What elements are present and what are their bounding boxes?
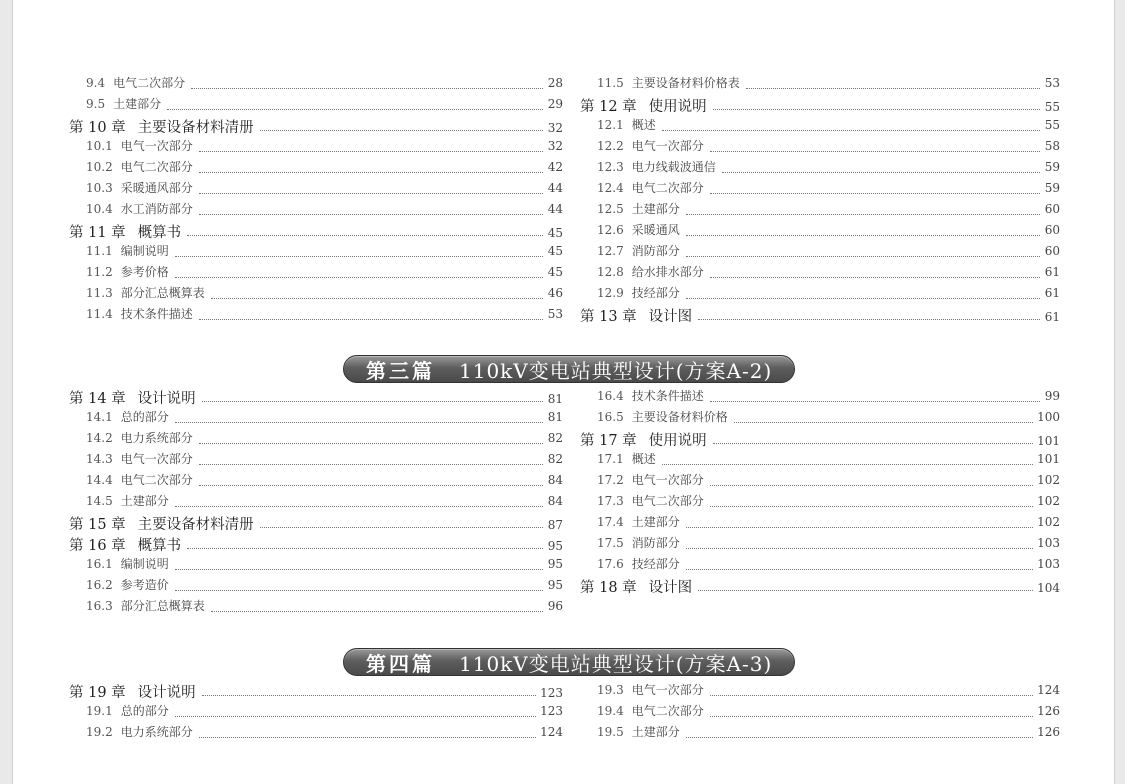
dot-leader	[722, 172, 1040, 173]
dot-leader	[710, 401, 1040, 402]
dot-leader	[686, 256, 1040, 257]
page-number: 84	[547, 473, 563, 487]
toc-section-entry[interactable]	[580, 408, 1060, 429]
page-number: 32	[547, 139, 563, 153]
entry-number: 16.1	[86, 557, 113, 571]
page-number: 104	[1037, 581, 1060, 595]
toc-section-entry[interactable]	[69, 137, 563, 158]
entry-title: 电气一次部分	[631, 139, 704, 153]
dot-leader	[199, 319, 543, 320]
entry-number: 第 11 章	[69, 225, 126, 241]
dot-leader	[746, 88, 1040, 89]
dot-leader	[199, 172, 543, 173]
entry-number: 10.4	[86, 202, 113, 216]
entry-title: 设计图	[648, 580, 693, 596]
page-number: 59	[1044, 160, 1060, 174]
dot-leader	[686, 548, 1033, 549]
dot-leader	[710, 506, 1033, 507]
dot-leader	[175, 506, 543, 507]
entry-title: 概述	[631, 118, 656, 132]
page-number: 96	[547, 599, 563, 613]
toc-chapter-entry[interactable]	[69, 534, 563, 555]
page-number: 61	[1044, 265, 1060, 279]
toc-section-entry[interactable]	[69, 200, 563, 221]
toc-section-entry[interactable]	[69, 263, 563, 284]
toc-section-entry[interactable]	[580, 263, 1060, 284]
toc-chapter-entry[interactable]	[69, 116, 563, 137]
part-title: 110kV变电站典型设计(方案A-2)	[459, 358, 773, 383]
entry-title: 设计说明	[137, 685, 196, 701]
entry-number: 第 12 章	[580, 99, 637, 115]
entry-title: 设计说明	[137, 391, 196, 407]
entry-title: 土建部分	[631, 202, 680, 216]
entry-title: 主要设备材料价格	[631, 410, 728, 424]
entry-title: 土建部分	[631, 725, 680, 739]
entry-title: 水工消防部分	[120, 202, 193, 216]
toc-column-left	[69, 387, 563, 618]
page-number: 87	[547, 518, 563, 532]
entry-title: 电力线载波通信	[631, 160, 716, 174]
page-number: 99	[1044, 389, 1060, 403]
dot-leader	[260, 527, 543, 528]
toc-section-entry[interactable]	[580, 723, 1060, 744]
entry-title: 参考价格	[120, 265, 169, 279]
toc-section-entry[interactable]	[69, 408, 563, 429]
dot-leader	[199, 214, 543, 215]
part-label: 第三篇	[366, 358, 435, 383]
entry-title: 主要设备材料清册	[137, 120, 254, 136]
entry-number: 16.4	[597, 389, 624, 403]
page-number: 58	[1044, 139, 1060, 153]
dot-leader	[175, 422, 543, 423]
page-number: 55	[1044, 100, 1060, 114]
page-number: 102	[1037, 494, 1060, 508]
toc-chapter-entry[interactable]	[69, 387, 563, 408]
dot-leader	[698, 319, 1040, 320]
toc-section-entry[interactable]	[69, 158, 563, 179]
entry-number: 19.1	[86, 704, 113, 718]
toc-section-entry[interactable]	[69, 284, 563, 305]
toc-section-entry[interactable]	[580, 137, 1060, 158]
toc-section-entry[interactable]	[69, 95, 563, 116]
entry-title: 参考造价	[120, 578, 169, 592]
entry-title: 设计图	[648, 309, 693, 325]
page-number: 123	[540, 704, 563, 718]
part-label: 第四篇	[366, 651, 435, 676]
entry-number: 第 18 章	[580, 580, 637, 596]
entry-number: 16.5	[597, 410, 624, 424]
dot-leader	[199, 443, 543, 444]
entry-number: 12.4	[597, 181, 624, 195]
dot-leader	[187, 548, 543, 549]
entry-number: 12.7	[597, 244, 624, 258]
dot-leader	[199, 485, 543, 486]
dot-leader	[662, 464, 1033, 465]
dot-leader	[191, 88, 543, 89]
toc-chapter-entry[interactable]	[69, 221, 563, 242]
page-number: 61	[1044, 286, 1060, 300]
page-number: 82	[547, 431, 563, 445]
toc-section-entry[interactable]	[69, 179, 563, 200]
entry-title: 电力系统部分	[120, 431, 193, 445]
entry-number: 第 19 章	[69, 685, 126, 701]
entry-title: 技经部分	[631, 557, 680, 571]
entry-title: 总的部分	[120, 410, 169, 424]
entry-title: 编制说明	[120, 244, 169, 258]
entry-title: 概算书	[137, 225, 182, 241]
toc-section-entry[interactable]	[69, 429, 563, 450]
entry-number: 19.5	[597, 725, 624, 739]
entry-title: 电气二次部分	[631, 704, 704, 718]
dot-leader	[710, 193, 1040, 194]
dot-leader	[175, 716, 536, 717]
entry-title: 主要设备材料清册	[137, 517, 254, 533]
entry-title: 电力系统部分	[120, 725, 193, 739]
entry-title: 电气二次部分	[631, 181, 704, 195]
dot-leader	[686, 235, 1040, 236]
dot-leader	[713, 443, 1033, 444]
dot-leader	[662, 130, 1040, 131]
entry-number: 17.3	[597, 494, 624, 508]
toc-chapter-entry[interactable]	[580, 429, 1060, 450]
entry-title: 编制说明	[120, 557, 169, 571]
part-title: 110kV变电站典型设计(方案A-3)	[459, 651, 773, 676]
entry-number: 19.2	[86, 725, 113, 739]
page-number: 81	[547, 392, 563, 406]
dot-leader	[175, 569, 543, 570]
page-number: 32	[547, 121, 563, 135]
toc-chapter-entry[interactable]	[580, 576, 1060, 597]
page-number: 124	[540, 725, 563, 739]
toc-column-right	[580, 681, 1060, 744]
entry-title: 消防部分	[631, 536, 680, 550]
dot-leader	[199, 737, 536, 738]
entry-title: 主要设备材料价格表	[631, 76, 740, 90]
entry-number: 9.5	[86, 97, 106, 111]
dot-leader	[175, 256, 543, 257]
dot-leader	[686, 569, 1033, 570]
dot-leader	[686, 298, 1040, 299]
toc-column-left	[69, 681, 563, 744]
entry-number: 9.4	[86, 76, 106, 90]
toc-column-right	[580, 387, 1060, 597]
dot-leader	[686, 527, 1033, 528]
page-number: 103	[1037, 557, 1060, 571]
toc-section-entry[interactable]	[69, 492, 563, 513]
entry-title: 部分汇总概算表	[120, 599, 205, 613]
document-page	[12, 0, 1115, 784]
dot-leader	[260, 130, 543, 131]
page-number: 100	[1037, 410, 1060, 424]
page-number: 126	[1037, 725, 1060, 739]
entry-title: 技术条件描述	[631, 389, 704, 403]
page-number: 28	[547, 76, 563, 90]
page-number: 60	[1044, 244, 1060, 258]
entry-title: 技术条件描述	[120, 307, 193, 321]
entry-number: 12.8	[597, 265, 624, 279]
page-number: 53	[1044, 76, 1060, 90]
entry-number: 17.4	[597, 515, 624, 529]
toc-section-entry[interactable]	[580, 471, 1060, 492]
toc-section-entry[interactable]	[69, 576, 563, 597]
page-number: 44	[547, 202, 563, 216]
toc-section-entry[interactable]	[580, 492, 1060, 513]
entry-number: 17.1	[597, 452, 624, 466]
entry-number: 12.5	[597, 202, 624, 216]
page-number: 45	[547, 265, 563, 279]
entry-number: 11.5	[597, 76, 624, 90]
toc-chapter-entry[interactable]	[69, 681, 563, 702]
dot-leader	[202, 401, 543, 402]
toc-section-entry[interactable]	[580, 74, 1060, 95]
page-number: 81	[547, 410, 563, 424]
entry-title: 采暖通风部分	[120, 181, 193, 195]
entry-title: 给水排水部分	[631, 265, 704, 279]
toc-section-entry[interactable]	[69, 723, 563, 744]
page-number: 45	[547, 244, 563, 258]
entry-number: 19.4	[597, 704, 624, 718]
dot-leader	[211, 298, 543, 299]
toc-section-entry[interactable]	[69, 305, 563, 326]
entry-title: 电气一次部分	[120, 452, 193, 466]
dot-leader	[167, 109, 543, 110]
entry-title: 使用说明	[648, 433, 707, 449]
page-number: 102	[1037, 515, 1060, 529]
entry-title: 土建部分	[120, 494, 169, 508]
toc-section-entry[interactable]	[580, 513, 1060, 534]
toc-section-entry[interactable]	[69, 450, 563, 471]
entry-number: 14.5	[86, 494, 113, 508]
dot-leader	[698, 590, 1033, 591]
toc-section-entry[interactable]	[580, 158, 1060, 179]
dot-leader	[686, 737, 1033, 738]
entry-number: 11.1	[86, 244, 113, 258]
toc-section-entry[interactable]	[580, 242, 1060, 263]
toc-section-entry[interactable]	[580, 284, 1060, 305]
entry-number: 16.3	[86, 599, 113, 613]
toc-chapter-entry[interactable]	[580, 95, 1060, 116]
entry-number: 17.5	[597, 536, 624, 550]
page-number: 61	[1044, 310, 1060, 324]
toc-section-entry[interactable]	[69, 74, 563, 95]
entry-number: 第 13 章	[580, 309, 637, 325]
entry-number: 11.2	[86, 265, 113, 279]
entry-number: 14.3	[86, 452, 113, 466]
dot-leader	[710, 485, 1033, 486]
toc-section-entry[interactable]	[69, 555, 563, 576]
page-number: 60	[1044, 223, 1060, 237]
dot-leader	[713, 109, 1040, 110]
toc-chapter-entry[interactable]	[580, 305, 1060, 326]
page-number: 45	[547, 226, 563, 240]
entry-title: 电气一次部分	[631, 683, 704, 697]
dot-leader	[175, 277, 543, 278]
page-number: 101	[1037, 434, 1060, 448]
page-number: 84	[547, 494, 563, 508]
entry-number: 12.1	[597, 118, 624, 132]
toc-section-entry[interactable]	[69, 471, 563, 492]
dot-leader	[187, 235, 543, 236]
toc-section-entry[interactable]	[580, 387, 1060, 408]
toc-column-left	[69, 74, 563, 326]
dot-leader	[710, 151, 1040, 152]
entry-title: 消防部分	[631, 244, 680, 258]
toc-section-entry[interactable]	[580, 702, 1060, 723]
entry-number: 12.6	[597, 223, 624, 237]
toc-section-entry[interactable]	[69, 597, 563, 618]
toc-section-entry[interactable]	[580, 534, 1060, 555]
entry-title: 电气一次部分	[120, 139, 193, 153]
dot-leader	[734, 422, 1033, 423]
entry-number: 第 10 章	[69, 120, 126, 136]
page-number: 59	[1044, 181, 1060, 195]
page-number: 126	[1037, 704, 1060, 718]
toc-section-entry[interactable]	[580, 555, 1060, 576]
toc-section-entry[interactable]	[580, 681, 1060, 702]
entry-title: 电气二次部分	[113, 76, 186, 90]
entry-title: 采暖通风	[631, 223, 680, 237]
page-number: 29	[547, 97, 563, 111]
entry-title: 土建部分	[113, 97, 162, 111]
toc-section-entry[interactable]	[69, 242, 563, 263]
entry-title: 使用说明	[648, 99, 707, 115]
toc-section-entry[interactable]	[580, 116, 1060, 137]
dot-leader	[686, 214, 1040, 215]
entry-title: 概述	[631, 452, 656, 466]
entry-number: 10.2	[86, 160, 113, 174]
page-number: 53	[547, 307, 563, 321]
entry-number: 16.2	[86, 578, 113, 592]
dot-leader	[199, 151, 543, 152]
entry-number: 第 14 章	[69, 391, 126, 407]
page-number: 44	[547, 181, 563, 195]
dot-leader	[710, 695, 1033, 696]
entry-number: 14.4	[86, 473, 113, 487]
page-number: 82	[547, 452, 563, 466]
entry-number: 14.2	[86, 431, 113, 445]
toc-section-entry[interactable]	[69, 702, 563, 723]
dot-leader	[211, 611, 543, 612]
page-number: 60	[1044, 202, 1060, 216]
entry-title: 部分汇总概算表	[120, 286, 205, 300]
entry-number: 12.2	[597, 139, 624, 153]
entry-title: 土建部分	[631, 515, 680, 529]
toc-column-right	[580, 74, 1060, 326]
entry-number: 第 17 章	[580, 433, 637, 449]
page-number: 95	[547, 578, 563, 592]
entry-number: 12.3	[597, 160, 624, 174]
entry-title: 电气一次部分	[631, 473, 704, 487]
dot-leader	[710, 716, 1033, 717]
toc-section-entry[interactable]	[580, 221, 1060, 242]
entry-number: 14.1	[86, 410, 113, 424]
page-number: 101	[1037, 452, 1060, 466]
entry-number: 第 16 章	[69, 538, 126, 554]
page-number: 95	[547, 539, 563, 553]
toc-chapter-entry[interactable]	[69, 513, 563, 534]
entry-title: 概算书	[137, 538, 182, 554]
toc-section-entry[interactable]	[580, 200, 1060, 221]
toc-section-entry[interactable]	[580, 179, 1060, 200]
dot-leader	[202, 695, 536, 696]
entry-number: 12.9	[597, 286, 624, 300]
dot-leader	[175, 590, 543, 591]
entry-title: 电气二次部分	[120, 473, 193, 487]
entry-number: 10.1	[86, 139, 113, 153]
entry-number: 第 15 章	[69, 517, 126, 533]
entry-title: 总的部分	[120, 704, 169, 718]
page-number: 42	[547, 160, 563, 174]
entry-title: 电气二次部分	[631, 494, 704, 508]
page-number: 55	[1044, 118, 1060, 132]
entry-number: 19.3	[597, 683, 624, 697]
entry-number: 11.4	[86, 307, 113, 321]
toc-section-entry[interactable]	[580, 450, 1060, 471]
page-number: 102	[1037, 473, 1060, 487]
page-number: 103	[1037, 536, 1060, 550]
part-banner-4	[343, 648, 795, 676]
part-banner-3	[343, 355, 795, 383]
dot-leader	[710, 277, 1040, 278]
entry-number: 10.3	[86, 181, 113, 195]
entry-number: 17.2	[597, 473, 624, 487]
page-number: 123	[540, 686, 563, 700]
entry-number: 17.6	[597, 557, 624, 571]
entry-title: 电气二次部分	[120, 160, 193, 174]
page-number: 124	[1037, 683, 1060, 697]
page-number: 46	[547, 286, 563, 300]
dot-leader	[199, 193, 543, 194]
entry-number: 11.3	[86, 286, 113, 300]
dot-leader	[199, 464, 543, 465]
page-number: 95	[547, 557, 563, 571]
entry-title: 技经部分	[631, 286, 680, 300]
